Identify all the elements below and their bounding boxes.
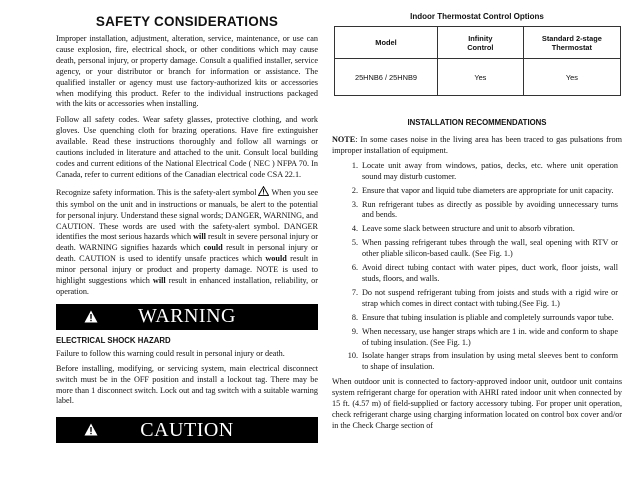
- list-item: 4. Leave some slack between structure and unit to absorb vibration.: [351, 224, 575, 234]
- safety-body: [56, 34, 318, 298]
- safety-alert-icon: [258, 186, 269, 200]
- list-item: 5. When passing refrigerant tubes through the wall, seal opening with RTV or other pliable silicon-based caulk. (See Fig. 1.): [351, 238, 618, 259]
- right-column: [332, 0, 622, 432]
- list-item: 7. Do not suspend refrigerant tubing from joists and studs with a rigid wire or strap which comes in direct contact with tubing.(See Fig. 1.): [351, 287, 618, 308]
- warning-banner: [56, 304, 318, 330]
- recommendations-list: [332, 161, 622, 373]
- warning-label: WARNING: [138, 305, 236, 328]
- list-item: 10. Isolate hanger straps from insulation by using metal sleeves bent to conform to shape of insulation.: [347, 351, 618, 372]
- table-title: Indoor Thermostat Control Options: [410, 12, 544, 21]
- alert-text-4: result in minor personal injury or product and property damage. NOTE is used to highlight suggestions which: [56, 254, 319, 286]
- list-item: 6. Avoid direct tubing contact with water pipes, duct work, floor joists, wall studs, floors, and walls.: [351, 263, 618, 283]
- alert-would: would: [265, 254, 287, 264]
- col-header-infinity: [437, 27, 523, 59]
- list-item: 1. Locate unit away from windows, patios, decks, etc. where unit operation sound may disturb customer.: [351, 160, 618, 181]
- install-heading: INSTALLATION RECOMMENDATIONS: [407, 118, 547, 127]
- alert-will-1: will: [193, 232, 206, 242]
- charge-paragraph: When outdoor unit is connected to factory-approved indoor unit, outdoor unit contains system refrigerant charge for operation with AHRI rated indoor unit when connected by 15 ft. (4.57 m) of field-supplied or factory accessory tubing. For proper unit operation, check refrigerant charge using charging information located on control box cover and/or in the Check Charge section of: [332, 377, 622, 430]
- alert-text-3: result in personal injury or death. CAUTION is used to identify unsafe practices which: [56, 243, 318, 264]
- install-note: [332, 135, 622, 157]
- list-item: 8. Ensure that tubing insulation is pliable and completely surrounds vapor tube.: [351, 312, 614, 322]
- list-item: 9. When necessary, use hanger straps which are 1 in. wide and conform to shape of tubing insulation. (See Fig. 1.): [351, 326, 618, 347]
- caution-banner: [56, 417, 318, 443]
- alert-could: could: [203, 243, 223, 253]
- safety-paragraph-1: Improper installation, adjustment, alteration, service, maintenance, or use can cause explosion, fire, electrical shock, or other conditions which may cause death, personal injury, or property damage. Consult a qualified installer, service agency, or your distributor or branch for information or assistance. The qualified installer or agency must use factory-authorized kits or accessories when modifying this product. Refer to the individual instructions packaged with the kits or accessories when installing.: [56, 34, 318, 109]
- hazard-title: ELECTRICAL SHOCK HAZARD: [56, 335, 171, 345]
- alert-lead-text: Recognize safety information. This is the safety-alert symbol: [56, 187, 257, 197]
- caution-triangle-icon: [84, 423, 98, 441]
- col-header-infinity-text: Infinity Control: [467, 33, 494, 52]
- col-header-model: Model: [335, 27, 438, 59]
- safety-heading: SAFETY CONSIDERATIONS: [95, 14, 279, 29]
- table-header-row: [335, 27, 621, 59]
- note-text: : In some cases noise in the living area has been traced to gas pulsations from improper installation of equipment.: [332, 135, 622, 155]
- table-row: [335, 59, 621, 96]
- cell-model: 25HNB6 / 25HNB9: [335, 59, 438, 96]
- note-label: NOTE: [332, 135, 356, 144]
- cell-infinity: Yes: [437, 59, 523, 96]
- warning-triangle-icon: [84, 310, 98, 328]
- alert-text-1: When you see this symbol on the unit and in instructions or manuals, be alert to the potential for personal injury. Understand these signal words; DANGER, WARNING, and CAUTION. These words are used with the safety-alert symbol. DANGER identifies the most serious hazards which: [56, 187, 318, 242]
- left-column: [56, 0, 318, 443]
- thermostat-options-table: [334, 26, 621, 96]
- list-item: 3. Run refrigerant tubes as directly as possible by avoiding unnecessary turns and bends.: [351, 199, 618, 220]
- list-item: 2. Ensure that vapor and liquid tube diameters are appropriate for unit capacity.: [351, 185, 614, 195]
- alert-will-2: will: [152, 276, 166, 286]
- col-header-standard: [523, 27, 620, 59]
- warning-text-1: Failure to follow this warning could result in personal injury or death.: [56, 348, 285, 358]
- alert-text-5: result in enhanced installation, reliability, or operation.: [56, 276, 318, 296]
- safety-alert-paragraph: [56, 186, 318, 298]
- warning-text-2: Before installing, modifying, or servicing system, main electrical disconnect switch must be in the OFF position and install a lockout tag. There may be more than 1 disconnect switch. Lock out and tag switch with a suitable warning label.: [56, 363, 318, 406]
- cell-standard: Yes: [523, 59, 620, 96]
- caution-label: CAUTION: [140, 418, 234, 441]
- alert-text-2: result in severe personal injury or death. WARNING signifies hazards which: [56, 232, 318, 253]
- safety-paragraph-2: Follow all safety codes. Wear safety glasses, protective clothing, and work gloves. Use quenching cloth for brazing operations. Have fire extinguisher available. Read these instructions thoroughly and follow all warnings or cautions included in literature and attached to the unit. Consult local building codes and current editions of the National Electrical Code ( NEC ) NFPA 70. In Canada, refer to current editions of the Canadian electrical code CSA 22.1.: [56, 115, 318, 179]
- col-header-standard-text: Standard 2-stage Thermostat: [541, 33, 602, 52]
